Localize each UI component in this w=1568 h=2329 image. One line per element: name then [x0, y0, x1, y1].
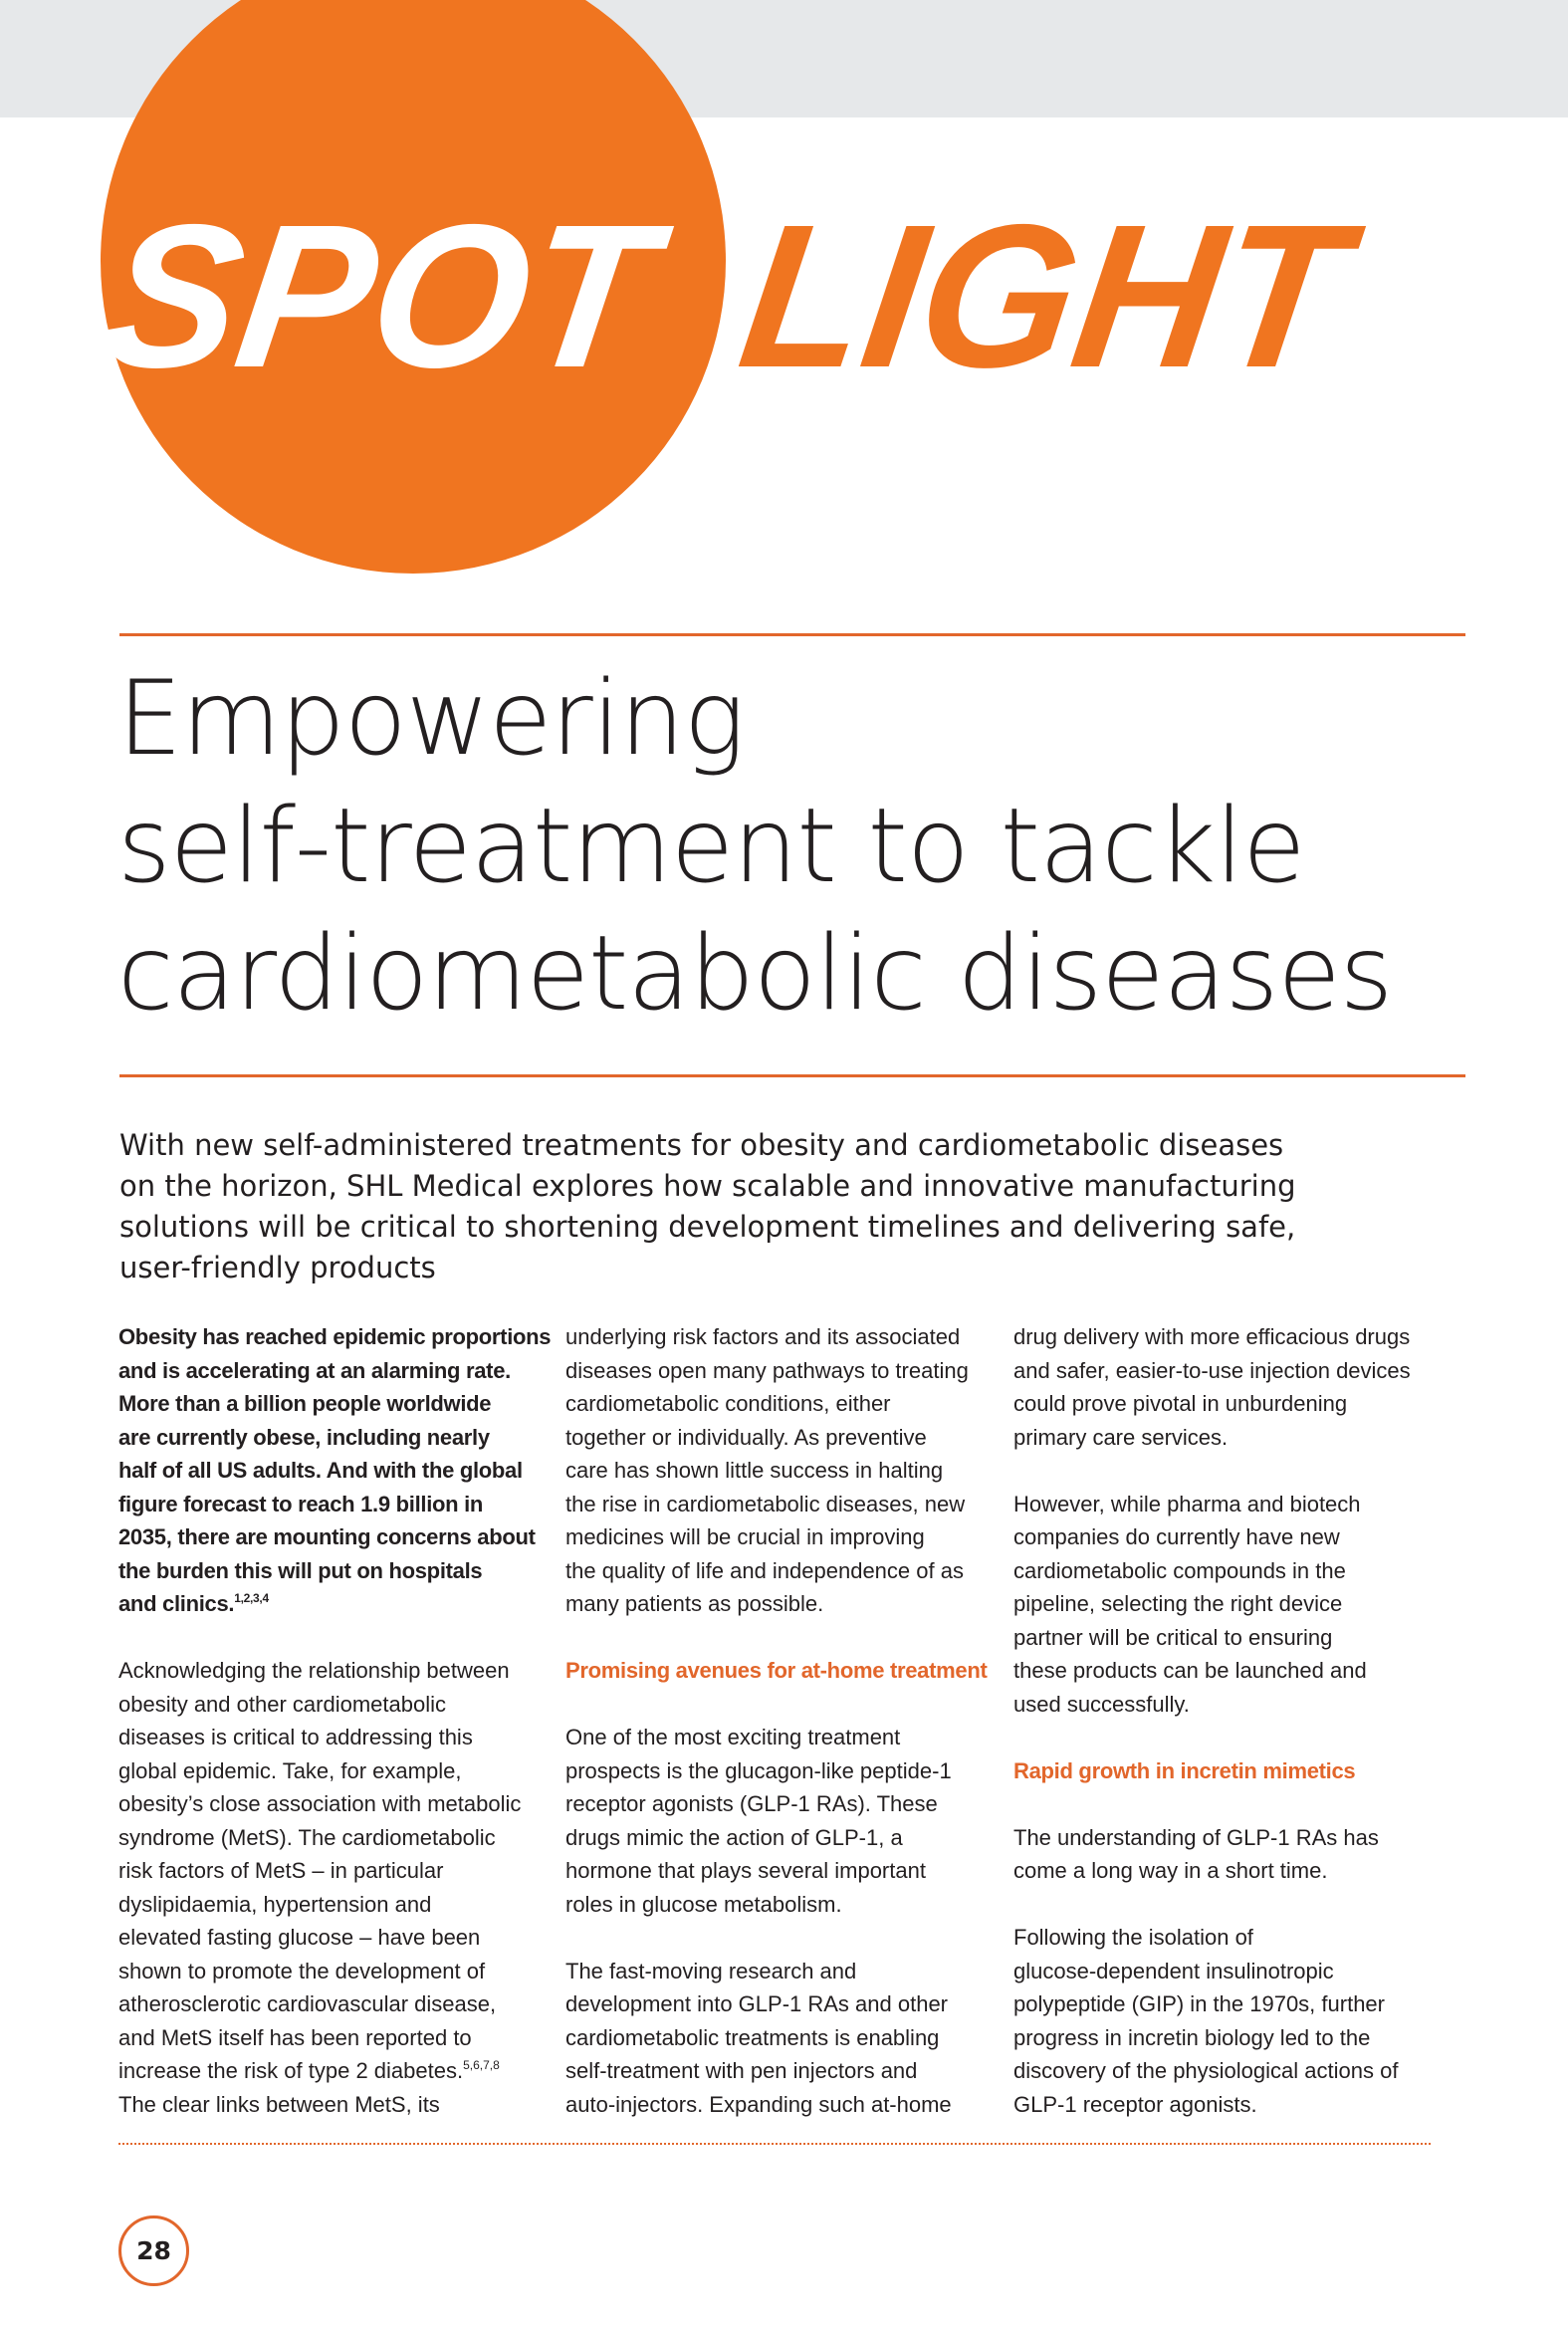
footnote-ref: 1,2,3,4	[234, 1591, 269, 1605]
article-title	[117, 655, 1491, 1038]
standfirst-line: solutions will be critical to shortening development timelines and delivering safe,	[119, 1210, 1296, 1244]
body-paragraph: The fast-moving research and development into GLP-1 RAs and other cardiometabolic treatments is enabling self-treatment with pen injectors and auto-injectors. Expanding such at-home	[565, 1958, 952, 2117]
footer-dotted-rule	[118, 2143, 1431, 2145]
body-paragraph: underlying risk factors and its associated diseases open many pathways to treating cardiometabolic conditions, either together or individually. As preventive care has shown little success in halting the rise in cardiometabolic diseases, new medicines will be crucial in improving the quality of life and independence of as many patients as possible.	[565, 1324, 969, 1616]
title-line: Empowering	[117, 659, 745, 779]
section-subhead: Rapid growth in incretin mimetics	[1013, 1757, 1356, 1783]
body-column-3	[1013, 1320, 1442, 2155]
body-column-2	[565, 1320, 994, 2155]
footnote-ref: 5,6,7,8	[463, 2058, 500, 2072]
body-paragraph: drug delivery with more efficacious drugs and safer, easier-to-use injection devices could prove pivotal in unburdening primary care services.	[1013, 1324, 1411, 1450]
lead-paragraph: Obesity has reached epidemic proportions and is accelerating at an alarming rate. More than a billion people worldwide are currently obese, including nearly half of all US adults. And with the global figure forecast to reach 1.9 billion in 2035, there are mounting concerns about the burden this will put on hospitals and clinics.$^{1,2,3,4}$	[118, 1324, 552, 1616]
standfirst-line: With new self-administered treatments for obesity and cardiometabolic diseases	[119, 1128, 1284, 1162]
body-column-1	[118, 1320, 552, 2155]
body-paragraph: One of the most exciting treatment prospects is the glucagon-like peptide-1 receptor agonists (GLP-1 RAs). These drugs mimic the action of GLP-1, a hormone that plays several important roles in glucose metabolism.	[565, 1725, 952, 1917]
spotlight-logo	[0, 0, 1568, 617]
logo-word-light: LIGHT	[729, 181, 1374, 410]
page-number: 28	[136, 2236, 171, 2265]
title-bottom-rule	[119, 1074, 1465, 1077]
standfirst-line: on the horizon, SHL Medical explores how scalable and innovative manufacturing	[119, 1169, 1296, 1203]
standfirst	[119, 1125, 1374, 1288]
body-paragraph: Following the isolation of glucose-dependent insulinotropic polypeptide (GIP) in the 1970s, further progress in incretin biology led to the discovery of the physiological actions of GLP-1 receptor agonists.	[1013, 1925, 1399, 2117]
title-top-rule	[119, 633, 1465, 636]
standfirst-line: user-friendly products	[119, 1251, 436, 1284]
title-line: cardiometabolic diseases	[117, 914, 1393, 1034]
body-paragraph: Acknowledging the relationship between obesity and other cardiometabolic diseases is critical to addressing this global epidemic. Take, for example, obesity’s close association with metabolic syndrome (MetS). The cardiometabolic risk factors of MetS – in particular dyslipidaemia, hypertension and elevated fasting glucose – have been shown to promote the development of atherosclerotic cardiovascular disease, and MetS itself has been reported to increase the risk of type 2 diabetes.$^{5,6,7,8}$ The clear links between MetS, its	[118, 1658, 522, 2117]
page-number-badge	[118, 2215, 189, 2286]
logo-word-spot: SPOT	[92, 181, 680, 410]
section-subhead: Promising avenues for at-home treatment	[565, 1658, 988, 1683]
title-line: self-treatment to tackle	[117, 787, 1305, 906]
body-paragraph: The understanding of GLP-1 RAs has come a long way in a short time.	[1013, 1824, 1379, 1883]
body-paragraph: However, while pharma and biotech companies do currently have new cardiometabolic compounds in the pipeline, selecting the right device partner will be critical to ensuring these products can be launched and used successfully.	[1013, 1491, 1367, 1717]
